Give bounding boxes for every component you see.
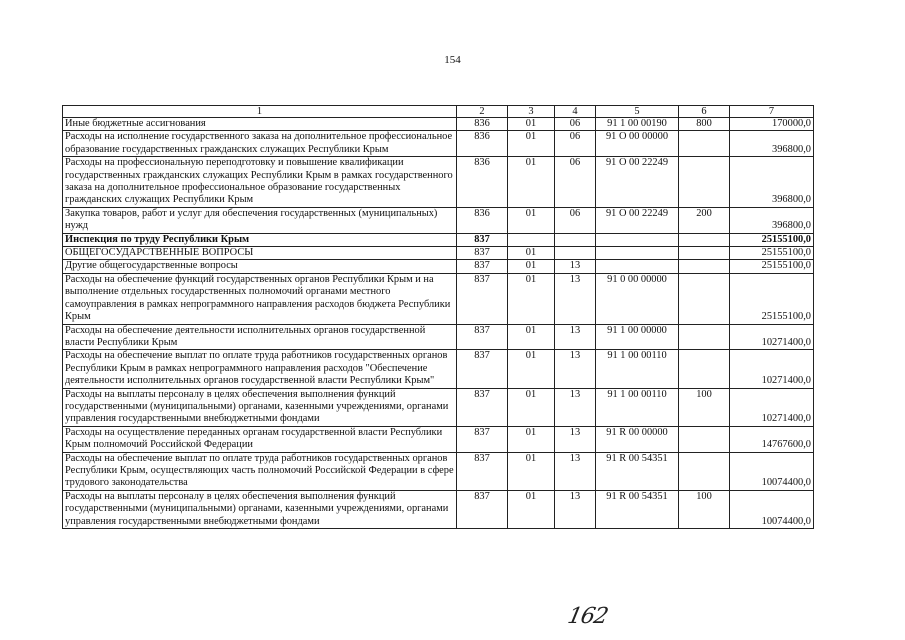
cell-amount: 396800,0 [730,131,814,157]
cell-amount: 10271400,0 [730,350,814,388]
cell-section: 01 [508,324,555,350]
cell-department-code: 837 [457,324,508,350]
row-description: ОБЩЕГОСУДАРСТВЕННЫЕ ВОПРОСЫ [63,247,457,260]
cell-expense-type [679,350,730,388]
cell-section: 01 [508,118,555,131]
cell-department-code: 836 [457,131,508,157]
cell-target-article: 91 О 00 22249 [596,157,679,208]
table-row [63,207,814,233]
cell-department-code: 836 [457,118,508,131]
row-description: Другие общегосударственные вопросы [63,260,457,273]
page-number: 154 [444,54,461,66]
cell-target-article: 91 0 00 00000 [596,273,679,324]
cell-expense-type: 200 [679,207,730,233]
cell-subsection: 13 [555,388,596,426]
budget-table [62,105,814,529]
row-description: Расходы на осуществление переданных органам государственной власти Республики Крым полномочий Российской Федерации [63,426,457,452]
cell-expense-type [679,131,730,157]
table-row [63,426,814,452]
cell-department-code: 837 [457,490,508,528]
table-row [63,157,814,208]
cell-amount: 25155100,0 [730,260,814,273]
cell-department-code: 837 [457,247,508,260]
cell-amount: 10074400,0 [730,490,814,528]
cell-subsection: 13 [555,260,596,273]
column-header: 5 [596,106,679,118]
cell-section: 01 [508,273,555,324]
cell-target-article: 91 R 00 54351 [596,490,679,528]
cell-amount: 10271400,0 [730,324,814,350]
cell-expense-type [679,452,730,490]
cell-expense-type [679,426,730,452]
cell-subsection [555,233,596,246]
cell-section: 01 [508,131,555,157]
cell-department-code: 837 [457,452,508,490]
column-header: 3 [508,106,555,118]
cell-expense-type [679,324,730,350]
cell-section: 01 [508,157,555,208]
row-description: Расходы на обеспечение выплат по оплате труда работников государственных органов Республики Крым в рамках непрограммного направления расходов "Обеспечение деятельности исполнительных органов государственной власти Республики Крым" [63,350,457,388]
column-header: 1 [63,106,457,118]
cell-amount: 396800,0 [730,207,814,233]
cell-subsection: 06 [555,207,596,233]
table-row [63,131,814,157]
table-row [63,452,814,490]
cell-department-code: 836 [457,157,508,208]
cell-target-article: 91 1 00 00000 [596,324,679,350]
column-header: 2 [457,106,508,118]
cell-department-code: 837 [457,260,508,273]
row-description: Расходы на обеспечение деятельности исполнительных органов государственной власти Республики Крым [63,324,457,350]
cell-target-article: 91 1 00 00190 [596,118,679,131]
cell-subsection: 13 [555,490,596,528]
cell-department-code: 836 [457,207,508,233]
cell-target-article [596,247,679,260]
cell-subsection: 13 [555,426,596,452]
row-description: Расходы на обеспечение выплат по оплате труда работников государственных органов Республики Крым, осуществляющих часть полномочий Российской Федерации в сфере трудового законодательства [63,452,457,490]
table-row [63,490,814,528]
cell-expense-type: 100 [679,388,730,426]
cell-expense-type [679,233,730,246]
cell-subsection: 13 [555,452,596,490]
cell-target-article: 91 О 00 22249 [596,207,679,233]
cell-target-article [596,260,679,273]
row-description: Расходы на исполнение государственного заказа на дополнительное профессиональное образование государственных гражданских служащих Республики Крым [63,131,457,157]
cell-department-code: 837 [457,350,508,388]
cell-amount: 396800,0 [730,157,814,208]
cell-target-article: 91 1 00 00110 [596,388,679,426]
row-description: Инспекция по труду Республики Крым [63,233,457,246]
cell-subsection: 13 [555,350,596,388]
table-header-row [63,106,814,118]
handwritten-page-mark: 162 [565,604,610,629]
cell-department-code: 837 [457,273,508,324]
cell-department-code: 837 [457,233,508,246]
cell-target-article [596,233,679,246]
cell-subsection: 06 [555,118,596,131]
cell-target-article: 91 R 00 00000 [596,426,679,452]
cell-amount: 25155100,0 [730,247,814,260]
cell-amount: 10271400,0 [730,388,814,426]
cell-target-article: 91 R 00 54351 [596,452,679,490]
cell-subsection: 13 [555,324,596,350]
table-row [63,324,814,350]
cell-expense-type: 800 [679,118,730,131]
cell-subsection [555,247,596,260]
cell-section: 01 [508,260,555,273]
cell-amount: 14767600,0 [730,426,814,452]
row-description: Расходы на выплаты персоналу в целях обеспечения выполнения функций государственными (муниципальными) органами, казенными учреждениями, органами управления государственными внебюджетными фондами [63,490,457,528]
column-header: 7 [730,106,814,118]
cell-section: 01 [508,452,555,490]
column-header: 6 [679,106,730,118]
table-row [63,247,814,260]
table-row [63,118,814,131]
cell-expense-type: 100 [679,490,730,528]
cell-section: 01 [508,490,555,528]
table-row [63,260,814,273]
table-row [63,350,814,388]
cell-subsection: 06 [555,157,596,208]
cell-department-code: 837 [457,426,508,452]
cell-department-code: 837 [457,388,508,426]
cell-expense-type [679,247,730,260]
row-description: Расходы на профессиональную переподготовку и повышение квалификации государственных гражданских служащих Республики Крым в рамках государственного заказа на дополнительное профессиональное образование государственных гражданских служащих Республики Крым [63,157,457,208]
row-description: Иные бюджетные ассигнования [63,118,457,131]
cell-section: 01 [508,426,555,452]
cell-amount: 25155100,0 [730,233,814,246]
row-description: Закупка товаров, работ и услуг для обеспечения государственных (муниципальных) нужд [63,207,457,233]
cell-expense-type [679,260,730,273]
row-description: Расходы на обеспечение функций государственных органов Республики Крым и на выполнение отдельных государственных полномочий органами местного самоуправления в рамках непрограммного направления расходов бюджета Республики Крым [63,273,457,324]
cell-expense-type [679,273,730,324]
cell-section: 01 [508,388,555,426]
column-header: 4 [555,106,596,118]
cell-subsection: 06 [555,131,596,157]
cell-section: 01 [508,207,555,233]
table-row [63,233,814,246]
cell-subsection: 13 [555,273,596,324]
cell-target-article: 91 1 00 00110 [596,350,679,388]
table-body [63,118,814,529]
table-row [63,388,814,426]
cell-target-article: 91 О 00 00000 [596,131,679,157]
cell-section: 01 [508,247,555,260]
cell-amount: 170000,0 [730,118,814,131]
row-description: Расходы на выплаты персоналу в целях обеспечения выполнения функций государственными (муниципальными) органами, казенными учреждениями, органами управления государственными внебюджетными фондами [63,388,457,426]
cell-amount: 25155100,0 [730,273,814,324]
cell-section [508,233,555,246]
cell-amount: 10074400,0 [730,452,814,490]
table-row [63,273,814,324]
cell-section: 01 [508,350,555,388]
cell-expense-type [679,157,730,208]
